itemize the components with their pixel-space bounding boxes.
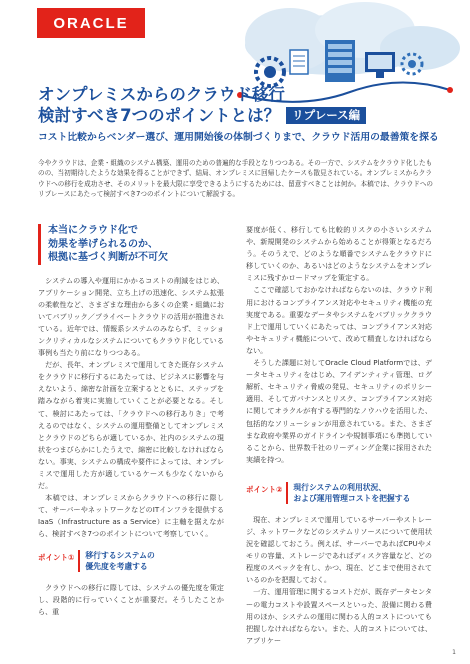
point-2-heading <box>246 482 432 504</box>
point-1-heading <box>38 550 224 572</box>
paragraph: だが、長年、オンプレミスで運用してきた既存システムをクラウドに移行するにあたっては、ビジネスに影響を与えないよう、綿密な計画を立案するとともに、ステップを踏みながら着実に実施していくことが必要となる。そして、検討にあたっては、「クラウドへの移行ありき」で考えるのではなく、システムの運用整備としてオンプレミスとクラウドのどちらが適しているか、社内のシステムの現状をつまびらかにしたうえで、綿密に比較しなければならない。事実、システムの構成や要件によっては、オンプレミスで運用した方が適しているケースも少なくないからだ。 <box>38 360 224 491</box>
point-title-line-2: および運用管理コストを把握する <box>293 493 411 503</box>
paragraph: ここで確認しておかなければならないのは、クラウド利用におけるコンプライアンス対応やセキュリティ機能の充実度である。重要なデータやシステムをパブリッククラウド上で運用していくにあたっては、コンプライアンス対応やセキュリティ機能について、改めて精査しなければならない。 <box>246 285 432 355</box>
intro-text: 今やクラウドは、企業・組織のシステム構築、運用のための普遍的な手段となりつつある。その一方で、システムをクラウド化したものの、当初期待したような効果を得ることができず、結局、オンプレミスに回帰したケースも散見されている。オンプレミスからクラウドへの移行を成功させ、そのメリットを最大限に享受できるようにするためには、留意すべきことは何か。本稿では、クラウドへのリプレースにあたって検討すべき7つのポイントについて解説する。 <box>38 159 434 199</box>
document-icon <box>290 50 308 74</box>
page-subtitle: コスト比較からベンダー選び、運用開始後の体制づくりまで、クラウド活用の最善策を探る <box>38 132 439 143</box>
title-block <box>38 84 458 143</box>
paragraph: 本稿では、オンプレミスからクラウドへの移行に際して、サーバーやネットワークなどのITインフラを提供するIaaS（Infrastructure as a Service）に主軸を据えながら、検討すべき7つのポイントについて考察していく。 <box>38 493 224 539</box>
section-heading <box>38 224 224 265</box>
page-title <box>38 84 458 126</box>
title-line-2: 検討すべき7つのポイントとは？ <box>38 106 281 125</box>
paragraph: システムの導入や運用にかかるコストの削減をはじめ、アプリケーション開発、立ち上げの迅速化、システム拡張の柔軟性など、さまざまな理由から多くの企業・組織においてパブリック／プライベートクラウドの活用が推進されている。近年では、情報系システムのみならず、ミッションクリティカルなシステムについてもクラウド化している事例も当たり前になりつつある。 <box>38 275 224 358</box>
point-title <box>78 550 154 572</box>
point-label: ポイント② <box>246 484 283 494</box>
right-column <box>246 224 432 647</box>
server-rack-icon <box>325 40 355 82</box>
point-title-line-1: 移行するシステムの <box>85 550 155 560</box>
paragraph: そうした課題に対してOracle Cloud Platformでは、データセキュリティをはじめ、アイデンティティ管理、ログ解析、セキュリティ脅威の発見、セキュリティのポリシー適用、そしてガバナンスとリスク、コンプライアンス対応に関してオラクルが有する専門的なノウハウを活用した、包括的なソリューションが用意されている。また、さまざまな政府や業界のガイドラインや規制事項にも準拠していることから、世界数千社のリーディング企業に採用された実績を持つ。 <box>246 358 432 464</box>
left-column <box>38 224 224 618</box>
monitor-icon <box>365 52 395 78</box>
section-heading-line-1: 本当にクラウド化で <box>48 225 138 236</box>
section-heading-line-2: 効果を挙げられるのか、 <box>48 238 158 250</box>
replace-badge: リプレース編 <box>286 107 366 124</box>
paragraph: 要度が低く、移行しても比較的リスクの小さいシステムや、新規開発のシステムから始めることが得策となるだろう。そのうえで、どのような順番でシステムをクラウドに移していくのか、あるいはどのようなシステムをオンプレミスに残すかロードマップを策定する。 <box>246 225 432 283</box>
point-title-line-2: 優先度を考慮する <box>85 561 148 571</box>
point-label: ポイント① <box>38 552 75 562</box>
logo-text: ORACLE <box>53 14 129 32</box>
title-line-1: オンプレミスからのクラウド移行 <box>38 85 285 104</box>
page-number: 1 <box>452 649 456 656</box>
point-title <box>286 482 410 504</box>
point-title-line-1: 現行システムの利用状況、 <box>293 482 387 492</box>
paragraph: クラウドへの移行に際しては、システムの優先度を策定し、段階的に行っていくことが重要だ。そうしたことから、重 <box>38 582 224 616</box>
hero-header <box>0 0 470 210</box>
paragraph: 一方、運用管理に関するコストだが、既存データセンターの電力コストや設置スペースといった、設備に関わる費用のほか、システムの運用に関わる人的コストについても把握しなければならない。また、人的コストについては、アプリケー <box>246 587 432 645</box>
paragraph: 現在、オンプレミスで運用しているサーバーやストレージ、ネットワークなどのシステムリソースについて使用状況を確認しておこう。例えば、サーバーであればCPUやメモリの容量、ストレージであればディスク容量など、どの程度のスペックを有し、かつ、現在、どこまで使用されているのかを把握しておく。 <box>246 514 432 585</box>
oracle-logo <box>37 8 145 38</box>
section-heading-line-3: 根拠に基づく判断が不可欠 <box>48 252 168 263</box>
